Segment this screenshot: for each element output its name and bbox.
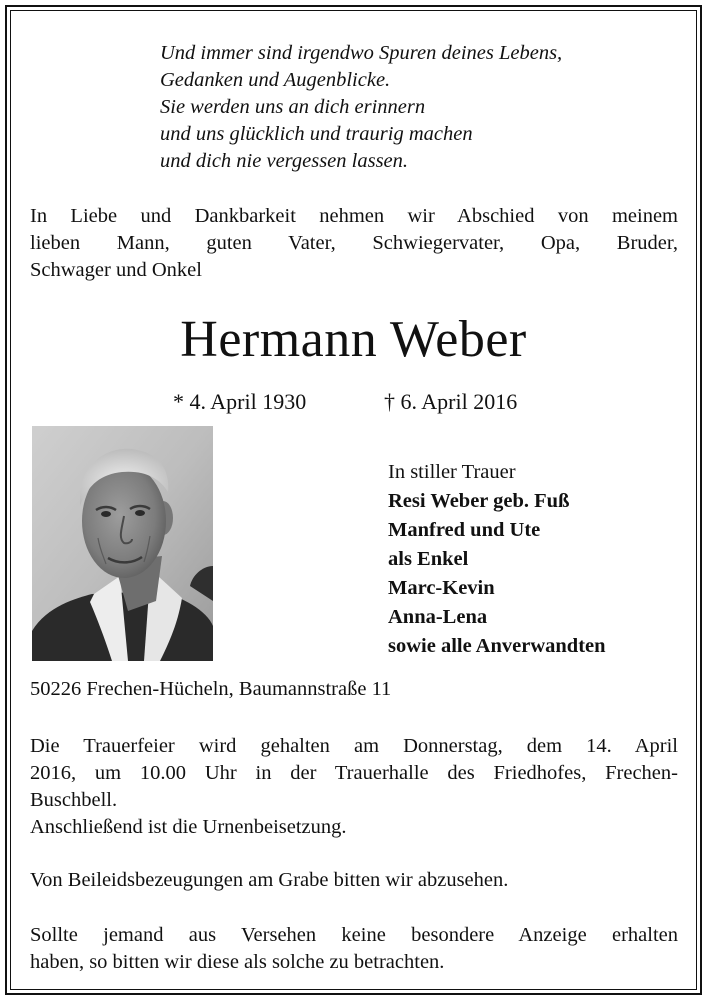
intro-line: lieben Mann, guten Vater, Schwiegervater, Opa, Bruder, [30, 232, 678, 254]
funeral-ceremony-info [30, 733, 678, 841]
mourner-name: Anna-Lena [388, 606, 488, 628]
mourner-name: Resi Weber geb. Fuß [388, 490, 570, 512]
mourner-name: Manfred und Ute [388, 519, 541, 541]
condolence-note: Von Beileidsbezeugungen am Grabe bitten wir abzusehen. [30, 869, 509, 891]
death-date: † 6. April 2016 [384, 389, 518, 414]
deceased-name: Hermann Weber [180, 311, 527, 368]
poem-line: und dich nie vergessen lassen. [160, 150, 409, 172]
poem-line: und uns glücklich und traurig machen [160, 123, 473, 145]
notice-request [30, 922, 678, 976]
request-line: haben, so bitten wir diese als solche zu betrachten. [30, 951, 445, 973]
mourners-heading: In stiller Trauer [388, 461, 516, 483]
poem-line: Sie werden uns an dich erinnern [160, 96, 426, 118]
poem-line: Gedanken und Augenblicke. [160, 69, 391, 91]
intro-line: In Liebe und Dankbarkeit nehmen wir Abschied von meinem [30, 205, 678, 227]
memorial-poem [160, 40, 690, 175]
ceremony-line: 2016, um 10.00 Uhr in der Trauerhalle des Friedhofes, Frechen- [30, 762, 678, 784]
birth-date: * 4. April 1930 [173, 389, 307, 414]
poem-line: Und immer sind irgendwo Spuren deines Lebens, [160, 42, 563, 64]
portrait-illustration [32, 426, 213, 661]
mourner-name: sowie alle Anverwandten [388, 635, 606, 657]
ceremony-line: Die Trauerfeier wird gehalten am Donnerstag, dem 14. April [30, 735, 678, 757]
portrait-photo-icon [32, 426, 213, 661]
mourner-name: Marc-Kevin [388, 577, 495, 599]
ceremony-line: Buschbell. [30, 789, 118, 811]
mourner-name: als Enkel [388, 548, 469, 570]
intro-line: Schwager und Onkel [30, 259, 202, 281]
ceremony-line: Anschließend ist die Urnenbeisetzung. [30, 816, 347, 838]
mourners-list [388, 458, 606, 661]
family-address: 50226 Frechen-Hücheln, Baumannstraße 11 [30, 678, 392, 700]
request-line: Sollte jemand aus Versehen keine besondere Anzeige erhalten [30, 924, 678, 946]
farewell-intro [30, 203, 678, 284]
